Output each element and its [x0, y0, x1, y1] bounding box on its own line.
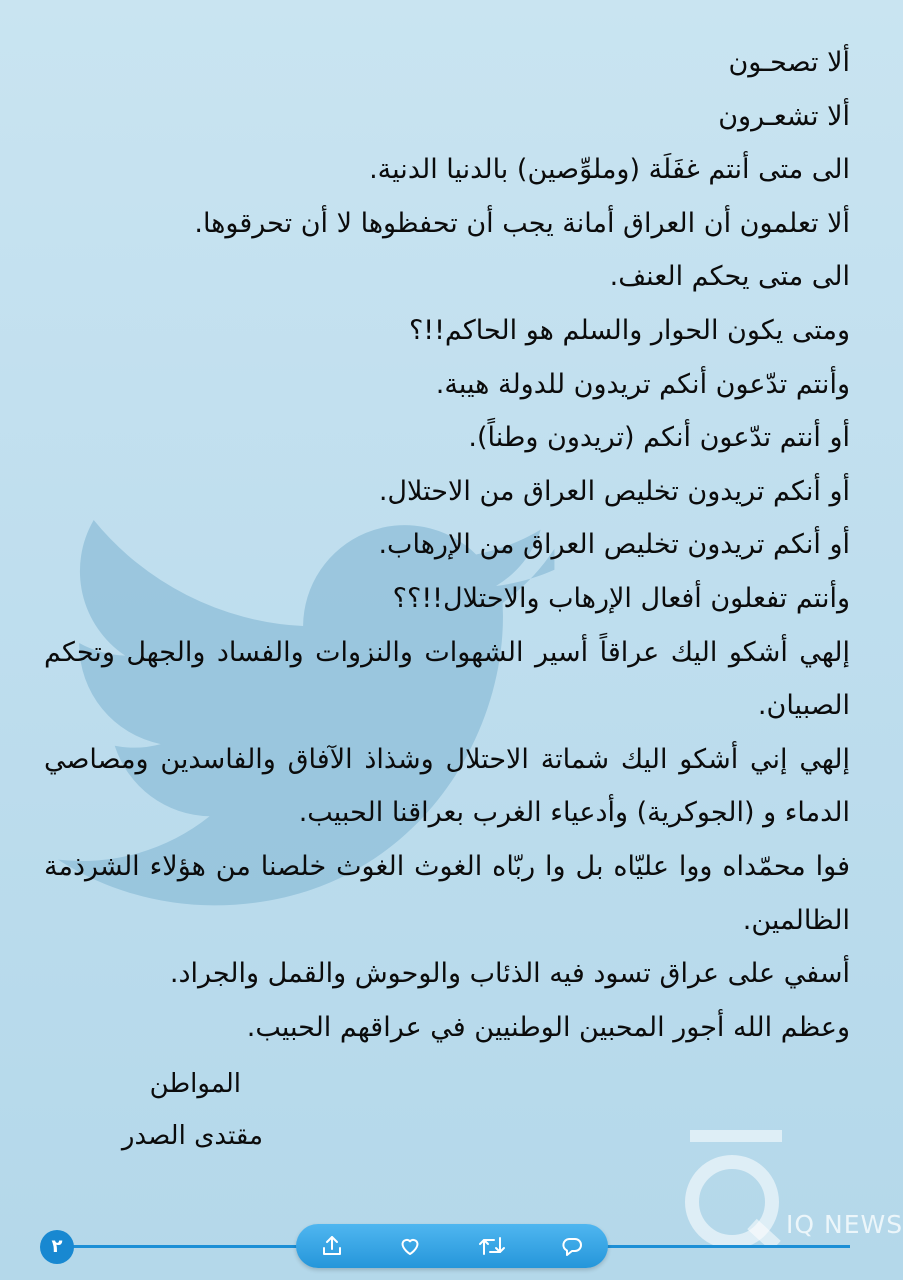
like-button[interactable] — [388, 1224, 432, 1268]
reply-icon — [560, 1234, 584, 1258]
letter-line: الى متى يحكم العنف. — [609, 261, 850, 293]
share-button[interactable] — [310, 1224, 354, 1268]
retweet-button[interactable] — [470, 1224, 514, 1268]
letter-line: ألا تعلمون أن العراق أمانة يجب أن تحفظوها لا أن تحرقوها. — [194, 207, 850, 239]
letter-body — [44, 36, 850, 1054]
letter-line: أسفي على عراق تسود فيه الذئاب والوحوش والقمل والجراد. — [169, 958, 850, 990]
signature-title: المواطن — [149, 1069, 241, 1099]
tweet-action-bar — [296, 1224, 608, 1268]
letter-line: فوا محمّداه ووا عليّاه بل وا ربّاه الغوث الغوث خلصنا من هؤلاء الشرذمة الظالمين. — [44, 850, 850, 936]
signature-name: مقتدى الصدر — [121, 1121, 263, 1151]
letter-line: أو أنكم تريدون تخليص العراق من الإرهاب. — [378, 529, 850, 561]
letter-line: أو أنكم تريدون تخليص العراق من الاحتلال. — [378, 475, 850, 507]
letter-line: إلهي إني أشكو اليك شماتة الاحتلال وشذاذ الآفاق والفاسدين ومصاصي الدماء و (الجوكرية) وأدعياء الغرب بعراقنا الحبيب. — [44, 743, 850, 829]
watermark-text: IQ NEWS — [786, 1210, 903, 1239]
letter-line: إلهي أشكو اليك عراقاً أسير الشهوات والنزوات والفساد والجهل وتحكم الصبيان. — [44, 636, 850, 722]
heart-icon — [398, 1234, 422, 1258]
letter-line: ومتى يكون الحوار والسلم هو الحاكم!!؟ — [408, 314, 850, 346]
letter-line: ألا تصحـون — [728, 47, 850, 78]
reply-button[interactable] — [550, 1224, 594, 1268]
share-icon — [320, 1234, 344, 1258]
letter-line: وأنتم تفعلون أفعال الإرهاب والاحتلال!!؟؟ — [392, 582, 850, 614]
letter-line: الى متى أنتم غفَلَة (وملوِّصين) بالدنيا الدنية. — [369, 154, 850, 186]
retweet-icon — [478, 1234, 506, 1258]
letter-line: أو أنتم تدّعون أنكم (تريدون وطناً). — [468, 422, 850, 454]
letter-line: وعظم الله أجور المحبين الوطنيين في عراقهم الحبيب. — [246, 1011, 850, 1043]
page-number-badge: ٢ — [40, 1230, 74, 1264]
letter-line: ألا تشعـرون — [718, 100, 850, 132]
letter-line: وأنتم تدّعون أنكم تريدون للدولة هيبة. — [435, 368, 850, 400]
signature-block — [122, 1058, 263, 1162]
